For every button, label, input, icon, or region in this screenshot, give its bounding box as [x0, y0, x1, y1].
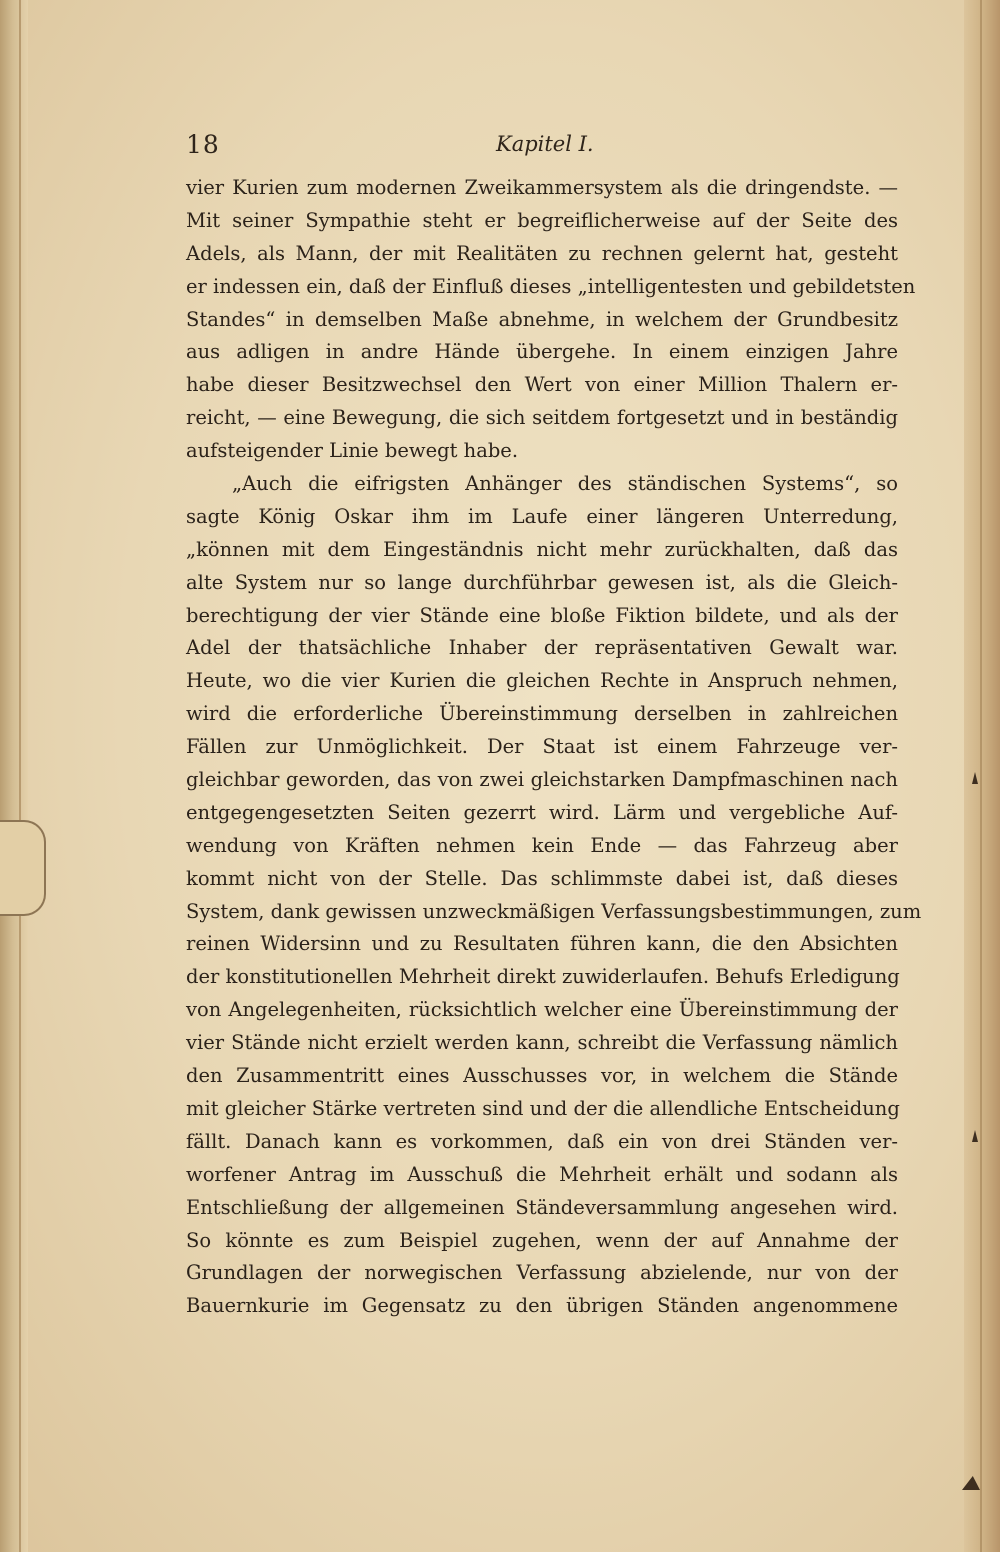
text-line: Adel der thatsächliche Inhaber der repräsentativen Gewalt war. — [186, 636, 898, 660]
text-line: der konstitutionellen Mehrheit direkt zuwiderlaufen. Behufs Erledigung — [186, 965, 900, 989]
text-line: Standes“ in demselben Maße abnehme, in welchem der Grundbesitz — [186, 307, 898, 331]
text-line: er indessen ein, daß der Einfluß dieses „intelligentesten und gebildetsten — [186, 274, 916, 298]
text-line: So könnte es zum Beispiel zugehen, wenn der auf Annahme der — [186, 1228, 898, 1252]
text-line: kommt nicht von der Stelle. Das schlimmste dabei ist, daß dieses — [186, 866, 898, 890]
running-head: Kapitel I. — [496, 132, 594, 156]
text-line: habe dieser Besitzwechsel den Wert von einer Million Thalern er- — [186, 373, 898, 397]
page-gutter — [0, 0, 28, 1552]
text-line: aus adligen in andre Hände übergehe. In einem einzigen Jahre — [186, 340, 898, 364]
text-line: berechtigung der vier Stände eine bloße Fiktion bildete, und als der — [186, 603, 898, 627]
text-line: Grundlagen der norwegischen Verfassung abzielende, nur von der — [186, 1261, 898, 1285]
gutter-line — [19, 0, 21, 1552]
text-line: von Angelegenheiten, rücksichtlich welcher eine Übereinstimmung der — [186, 998, 898, 1022]
text-line: reicht, — eine Bewegung, die sich seitdem fortgesetzt und in beständig — [186, 406, 898, 430]
text-line: mit gleicher Stärke vertreten sind und der die allendliche Entscheidung — [186, 1096, 900, 1120]
text-line: „können mit dem Eingeständnis nicht mehr zurückhalten, daß das — [186, 537, 898, 561]
text-line: sagte König Oskar ihm im Laufe einer längeren Unterredung, — [186, 504, 898, 528]
text-line: Entschließung der allgemeinen Ständeversammlung angesehen wird. — [186, 1195, 898, 1219]
page-edge — [964, 0, 1000, 1552]
text-line: Heute, wo die vier Kurien die gleichen Rechte in Anspruch nehmen, — [186, 669, 898, 693]
text-line: entgegengesetzten Seiten gezerrt wird. Lärm und vergebliche Auf- — [186, 800, 898, 824]
text-line: Bauernkurie im Gegensatz zu den übrigen Ständen angenommene — [186, 1294, 898, 1318]
text-line: vier Stände nicht erzielt werden kann, schreibt die Verfassung nämlich — [186, 1031, 898, 1055]
page-edge-line — [980, 0, 982, 1552]
text-line: Mit seiner Sympathie steht er begreiflicherweise auf der Seite des — [186, 208, 898, 232]
page-number: 18 — [186, 130, 220, 159]
text-line: wendung von Kräften nehmen kein Ende — das Fahrzeug aber — [186, 833, 898, 857]
text-line: alte System nur so lange durchführbar gewesen ist, als die Gleich- — [186, 570, 898, 594]
text-line: aufsteigender Linie bewegt habe. — [186, 439, 519, 463]
text-line: worfener Antrag im Ausschuß die Mehrheit erhält und sodann als — [186, 1162, 898, 1186]
text-line: wird die erforderliche Übereinstimmung derselben in zahlreichen — [186, 702, 898, 726]
text-line: vier Kurien zum modernen Zweikammersystem als die dringendste. — — [186, 176, 898, 199]
page-header — [186, 128, 906, 164]
text-line: Adels, als Mann, der mit Realitäten zu rechnen gelernt hat, gesteht — [186, 241, 898, 265]
text-line: reinen Widersinn und zu Resultaten führen kann, die den Absichten — [186, 932, 898, 956]
body-text — [186, 172, 922, 1323]
text-line: fällt. Danach kann es vorkommen, daß ein von drei Ständen ver- — [186, 1129, 898, 1153]
text-line: „Auch die eifrigsten Anhänger des ständischen Systems“, so — [232, 472, 898, 496]
paper-clip-mark — [0, 820, 46, 916]
text-line: System, dank gewissen unzweckmäßigen Verfassungsbestimmungen, zum — [186, 899, 922, 923]
text-line: Fällen zur Unmöglichkeit. Der Staat ist einem Fahrzeuge ver- — [186, 735, 898, 759]
text-line: den Zusammentritt eines Ausschusses vor, in welchem die Stände — [186, 1064, 898, 1088]
text-line: gleichbar geworden, das von zwei gleichstarken Dampfmaschinen nach — [186, 768, 898, 792]
